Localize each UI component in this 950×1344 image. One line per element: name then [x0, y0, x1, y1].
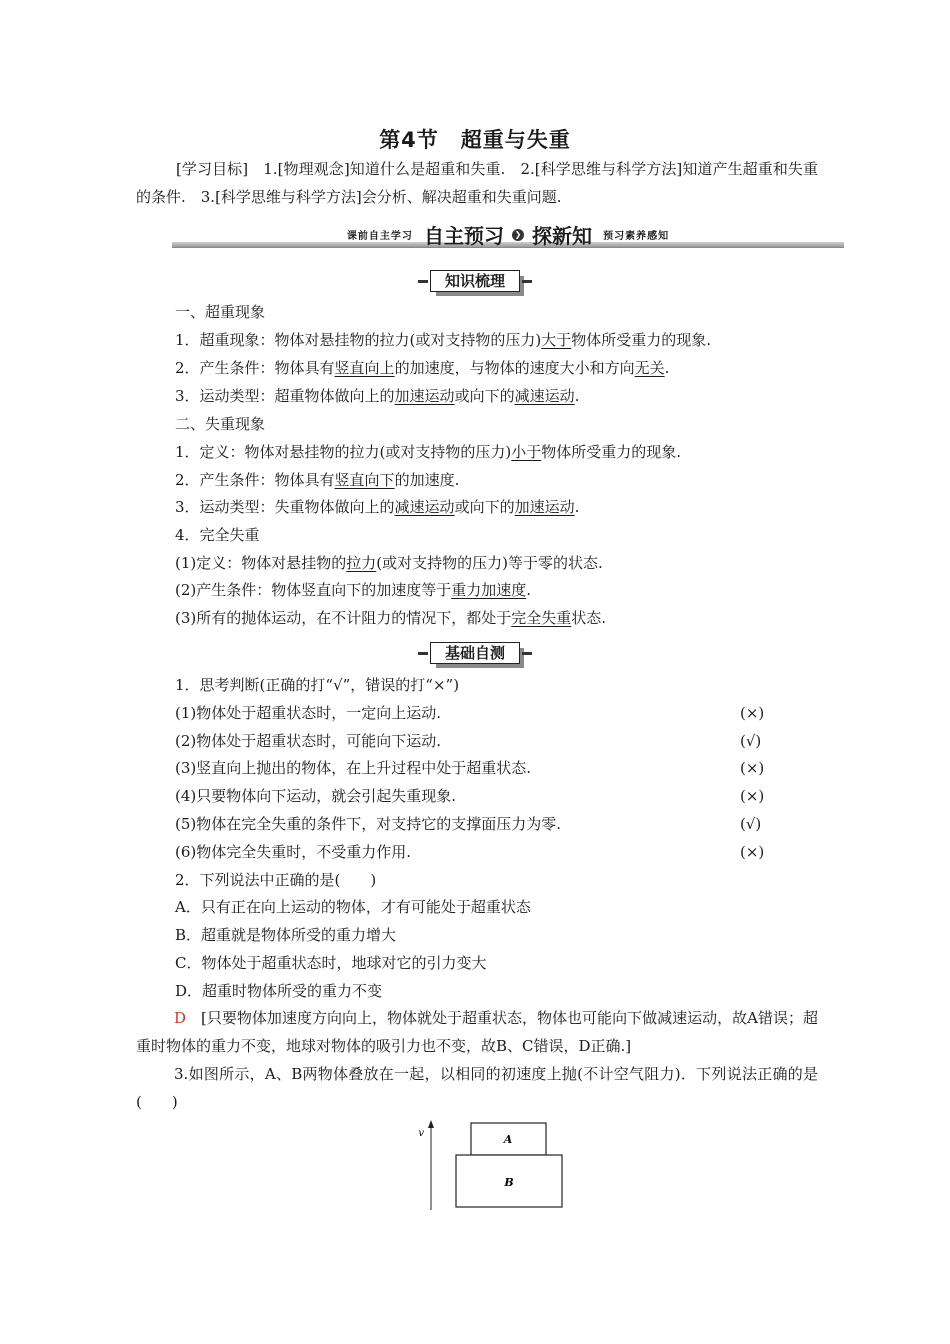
banner-title-right: 探新知 [532, 224, 592, 248]
knowledge-line: 3．运动类型：失重物体做向上的减速运动或向下的加速运动. [175, 498, 580, 516]
banner-title-left: 自主预习 [424, 224, 504, 248]
page-title: 第4节 超重与失重 [379, 128, 571, 152]
learning-goals: [学习目标] 1.[物理观念]知道什么是超重和失重. 2.[科学思维与科学方法]知道产生超重和失重的条件. 3.[科学思维与科学方法]会分析、解决超重和失重问题. [136, 160, 818, 206]
section-header-label: 知识梳理 [444, 272, 505, 290]
knowledge-line: 1．超重现象：物体对悬挂物的拉力(或对支持物的压力)大于物体所受重力的现象. [175, 331, 712, 349]
knowledge-line: 3．运动类型：超重物体做向上的加速运动或向下的减速运动. [175, 387, 580, 405]
heading-overweight: 一、超重现象 [175, 303, 266, 321]
knowledge-line: (2)产生条件：物体竖直向下的加速度等于重力加速度. [175, 581, 532, 599]
stacked-blocks-figure [410, 1118, 570, 1214]
answer-letter: D [174, 1009, 187, 1027]
judge-item: (6)物体完全失重时，不受重力作用. [175, 843, 412, 861]
option-c: C．物体处于超重状态时，地球对它的引力变大 [175, 954, 487, 972]
answer-explanation: D [只要物体加速度方向向上，物体就处于超重状态，物体也可能向下做减速运动，故A错误；超重时物体的重力不变，地球对物体的吸引力也不变，故B、C错误，D正确.] [136, 1009, 818, 1055]
section-header-label: 基础自测 [444, 644, 505, 662]
judge-mark: (×) [740, 704, 765, 722]
judge-mark: (√) [740, 732, 762, 750]
arrow-icon: ❯ [512, 229, 524, 241]
judge-item: (3)竖直向上抛出的物体，在上升过程中处于超重状态. [175, 759, 532, 777]
knowledge-line: 1．定义：物体对悬挂物的拉力(或对支持物的压力)小于物体所受重力的现象. [175, 443, 682, 461]
judge-item: (4)只要物体向下运动，就会引起失重现象. [175, 787, 457, 805]
judge-mark: (×) [740, 787, 765, 805]
section-banner [172, 218, 844, 252]
option-a: A．只有正在向上运动的物体，才有可能处于超重状态 [175, 898, 531, 916]
knowledge-line: (3)所有的抛体运动，在不计阻力的情况下，都处于完全失重状态. [175, 609, 607, 627]
banner-right-label: 预习素养感知 [603, 231, 670, 242]
section-header-selftest [0, 642, 950, 664]
judge-item: (1)物体处于超重状态时，一定向上运动. [175, 704, 442, 722]
block-a-label: A [503, 1133, 513, 1146]
knowledge-line: 4．完全失重 [175, 526, 260, 544]
knowledge-line: (1)定义：物体对悬挂物的拉力(或对支持物的压力)等于零的状态. [175, 554, 603, 572]
judge-item: (5)物体在完全失重的条件下，对支持它的支撑面压力为零. [175, 815, 562, 833]
judge-mark: (×) [740, 759, 765, 777]
judge-mark: (×) [740, 843, 765, 861]
heading-weightlessness: 二、失重现象 [175, 415, 266, 433]
judge-mark: (√) [740, 815, 762, 833]
option-b: B．超重就是物体所受的重力增大 [175, 926, 397, 944]
question-2-stem: 2．下列说法中正确的是( ) [175, 871, 377, 889]
question-3-stem: 3.如图所示，A、B两物体叠放在一起，以相同的初速度上抛(不计空气阻力)．下列说法正确的是( ) [136, 1065, 818, 1111]
judge-item: (2)物体处于超重状态时，可能向下运动. [175, 732, 442, 750]
banner-left-label: 课前自主学习 [346, 231, 413, 242]
option-d: D．超重时物体所受的重力不变 [175, 982, 383, 1000]
section-header-knowledge [0, 270, 950, 292]
question-1-stem: 1．思考判断(正确的打“√”，错误的打“×”) [175, 676, 460, 694]
velocity-label: v [418, 1128, 424, 1139]
knowledge-line: 2．产生条件：物体具有竖直向下的加速度. [175, 471, 460, 489]
knowledge-line: 2．产生条件：物体具有竖直向上的加速度，与物体的速度大小和方向无关. [175, 359, 670, 377]
block-b-label: B [504, 1176, 514, 1189]
